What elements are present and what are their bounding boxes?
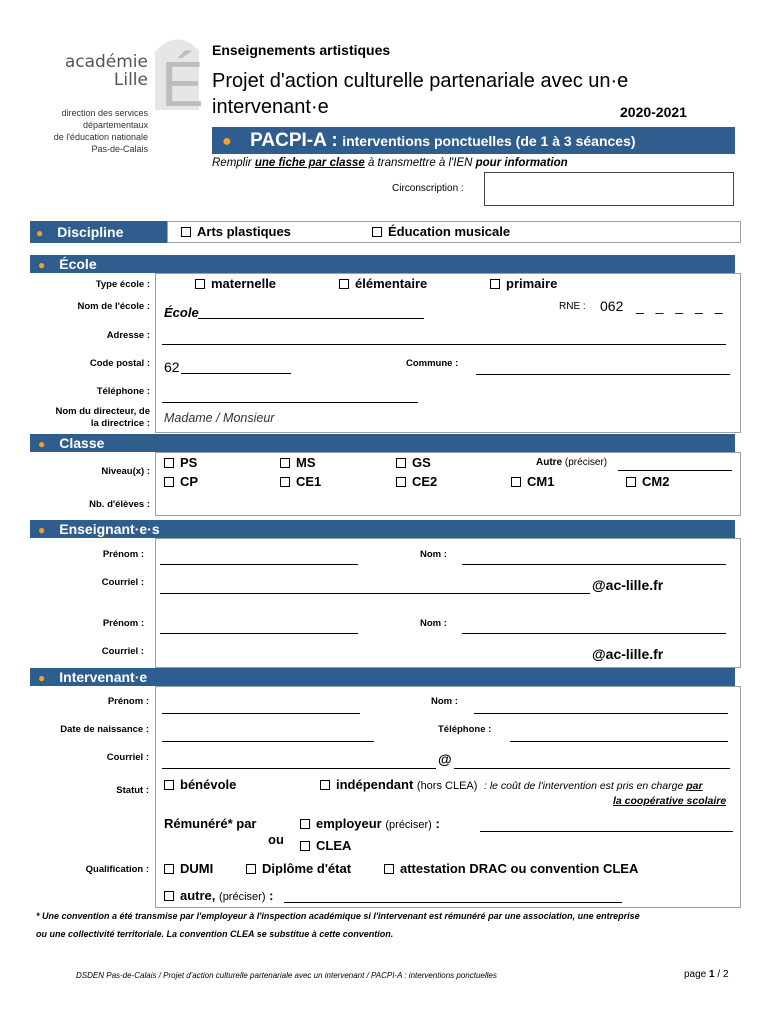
checkbox-icon <box>164 864 174 874</box>
footnote-line2: ou une collectivité territoriale. La convention CLEA se substitue à cette convention. <box>36 929 394 939</box>
logo-line1: direction des services <box>61 108 148 118</box>
ens1-nom-label: Nom : <box>420 549 447 560</box>
logo-line4: Pas-de-Calais <box>91 144 148 154</box>
ecole-dir-value[interactable]: Madame / Monsieur <box>164 411 275 425</box>
ecole-tel-field[interactable] <box>162 402 418 403</box>
classe-niveau-label: Niveau(x) : <box>101 466 150 477</box>
circonscription-field[interactable] <box>484 172 734 206</box>
checkbox-icon <box>181 227 191 237</box>
checkbox-icon <box>280 458 290 468</box>
logo-line2: départementaux <box>82 120 148 130</box>
ecole-type-label: Type école : <box>95 279 150 290</box>
ecole-type-maternelle[interactable]: maternelle <box>195 276 276 291</box>
ecole-tel-label: Téléphone : <box>96 386 150 397</box>
enseignants-bullet-icon: ● <box>38 523 46 537</box>
discipline-option-musique[interactable]: Éducation musicale <box>372 224 510 239</box>
qualif-dumi[interactable]: DUMI <box>164 861 213 876</box>
ecole-nom-label: Nom de l'école : <box>77 301 150 312</box>
level-autre-label: Autre (préciser) <box>536 457 608 468</box>
page-title-line2: intervenant·e <box>212 96 329 118</box>
logo-mark: É <box>161 48 204 112</box>
ens1-courriel-label: Courriel : <box>101 577 144 588</box>
checkbox-icon <box>626 477 636 487</box>
banner-main: PACPI-A : <box>250 130 338 151</box>
remunere-employeur[interactable]: employeur (préciser) : <box>300 816 440 831</box>
int-courriel-user[interactable] <box>162 768 436 769</box>
level-ps[interactable]: PS <box>164 455 197 470</box>
level-cm1[interactable]: CM1 <box>511 474 554 489</box>
checkbox-icon <box>396 458 406 468</box>
header-kicker: Enseignements artistiques <box>212 42 391 58</box>
checkbox-icon <box>384 864 394 874</box>
checkbox-icon <box>195 279 205 289</box>
level-cp[interactable]: CP <box>164 474 198 489</box>
int-courriel-at: @ <box>438 751 452 767</box>
int-tel-field[interactable] <box>510 741 728 742</box>
checkbox-icon <box>164 458 174 468</box>
ens1-prenom-field[interactable] <box>160 564 358 565</box>
remunere-label: Rémunéré* par <box>164 816 257 831</box>
academie-logo <box>40 30 210 160</box>
remunere-ou: ou <box>268 832 284 847</box>
qualif-drac[interactable]: attestation DRAC ou convention CLEA <box>384 861 638 876</box>
checkbox-icon <box>164 780 174 790</box>
ecole-adresse-field[interactable] <box>162 344 726 345</box>
ens1-courriel-field[interactable] <box>160 593 590 594</box>
banner-bullet-icon: ● <box>222 133 232 150</box>
section-enseignants: ● Enseignant·e·s <box>30 520 735 538</box>
banner-sub: interventions ponctuelles (de 1 à 3 séances) <box>342 133 636 149</box>
ens2-courriel-label: Courriel : <box>101 646 144 657</box>
intervenant-bullet-icon: ● <box>38 671 46 685</box>
footer-left: DSDEN Pas-de-Calais / Projet d'action culturelle partenariale avec un intervenant / PACPI-A : interventions ponctuelles <box>76 971 497 980</box>
qualif-autre-field[interactable] <box>284 902 622 903</box>
int-prenom-label: Prénom : <box>107 696 149 707</box>
ens2-nom-label: Nom : <box>420 618 447 629</box>
rne-label: RNE : <box>559 301 586 312</box>
statut-cost-note: : le coût de l'intervention est pris en charge par <box>484 780 703 792</box>
ecole-type-elementaire[interactable]: élémentaire <box>339 276 427 291</box>
footnote-line1: * Une convention a été transmise par l'employeur à l'inspection académique si l'intervenant est rémunéré par une association, une entreprise <box>36 911 640 921</box>
checkbox-icon <box>490 279 500 289</box>
checkbox-icon <box>339 279 349 289</box>
ecole-cp-line <box>181 373 291 374</box>
ecole-type-primaire[interactable]: primaire <box>490 276 557 291</box>
ens2-nom-field[interactable] <box>462 633 726 634</box>
level-ce2[interactable]: CE2 <box>396 474 437 489</box>
section-intervenant: ● Intervenant·e <box>30 668 735 686</box>
instruction-text: Remplir une fiche par classe à transmettre à l'IEN pour information <box>212 157 568 169</box>
statut-independant[interactable]: indépendant (hors CLEA) <box>320 777 477 792</box>
classe-nb-label: Nb. d'élèves : <box>89 499 150 510</box>
discipline-label-box: ● Discipline <box>30 221 167 243</box>
rne-blanks: _ _ _ _ _ <box>636 298 727 314</box>
statut-benevole[interactable]: bénévole <box>164 777 236 792</box>
int-nom-label: Nom : <box>431 696 458 707</box>
int-courriel-domain[interactable] <box>454 768 730 769</box>
qualif-diplome[interactable]: Diplôme d'état <box>246 861 351 876</box>
ecole-cp-label: Code postal : <box>89 358 150 369</box>
section-classe: ● Classe <box>30 434 735 452</box>
checkbox-icon <box>164 891 174 901</box>
level-ce1[interactable]: CE1 <box>280 474 321 489</box>
rne-value[interactable]: 062 <box>600 298 624 314</box>
ens2-domain: @ac-lille.fr <box>592 646 664 662</box>
ens1-nom-field[interactable] <box>462 564 726 565</box>
logo-name2: Lille <box>113 70 148 90</box>
int-nom-field[interactable] <box>474 713 728 714</box>
ecole-adresse-label: Adresse : <box>106 330 150 341</box>
checkbox-icon <box>164 477 174 487</box>
remunere-employeur-field[interactable] <box>480 831 733 832</box>
int-qualif-label: Qualification : <box>85 864 149 875</box>
level-gs[interactable]: GS <box>396 455 431 470</box>
int-dob-label: Date de naissance : <box>60 724 149 735</box>
pacpi-banner <box>212 127 735 154</box>
checkbox-icon <box>246 864 256 874</box>
level-autre-field[interactable] <box>618 470 732 471</box>
circonscription-label: Circonscription : <box>392 183 464 194</box>
discipline-option-arts[interactable]: Arts plastiques <box>181 224 291 239</box>
section-ecole: ● École <box>30 255 735 273</box>
ens2-prenom-label: Prénom : <box>102 618 144 629</box>
checkbox-icon <box>372 227 382 237</box>
checkbox-icon <box>396 477 406 487</box>
ens1-domain: @ac-lille.fr <box>592 577 664 593</box>
ens2-prenom-field[interactable] <box>160 633 358 634</box>
qualif-autre[interactable]: autre, (préciser) : <box>164 888 273 903</box>
level-ms[interactable]: MS <box>280 455 316 470</box>
checkbox-icon <box>511 477 521 487</box>
logo-line3: de l'éducation nationale <box>53 132 148 142</box>
school-year: 2020-2021 <box>620 104 687 120</box>
ecole-bullet-icon: ● <box>38 258 46 272</box>
checkbox-icon <box>300 841 310 851</box>
ecole-nom-line <box>198 318 424 319</box>
ecole-dir-label1: Nom du directeur, de <box>55 406 150 417</box>
int-prenom-field[interactable] <box>162 713 360 714</box>
int-courriel-label: Courriel : <box>106 752 149 763</box>
ens1-prenom-label: Prénom : <box>102 549 144 560</box>
checkbox-icon <box>300 819 310 829</box>
checkbox-icon <box>280 477 290 487</box>
ecole-dir-label2: la directrice : <box>90 418 150 429</box>
classe-bullet-icon: ● <box>38 437 46 451</box>
ecole-commune-field[interactable] <box>476 374 730 375</box>
ecole-frame <box>155 273 741 433</box>
academie-e-mark-icon <box>145 32 207 112</box>
level-cm2[interactable]: CM2 <box>626 474 669 489</box>
int-tel-label: Téléphone : <box>438 724 492 735</box>
remunere-clea[interactable]: CLEA <box>300 838 351 853</box>
page-title-line1: Projet d'action culturelle partenariale avec un·e <box>212 70 629 92</box>
statut-cost-note-2: la coopérative scolaire <box>613 795 727 807</box>
discipline-bullet-icon: ● <box>36 226 44 240</box>
footer-page: page 1 / 2 <box>684 969 729 980</box>
ecole-commune-label: Commune : <box>406 358 459 369</box>
logo-name1: académie <box>64 52 148 72</box>
int-dob-field[interactable] <box>162 741 374 742</box>
int-statut-label: Statut : <box>116 785 149 796</box>
checkbox-icon <box>320 780 330 790</box>
ecole-cp-value[interactable]: 62 <box>164 359 180 375</box>
ecole-nom-value[interactable]: École <box>164 305 199 320</box>
